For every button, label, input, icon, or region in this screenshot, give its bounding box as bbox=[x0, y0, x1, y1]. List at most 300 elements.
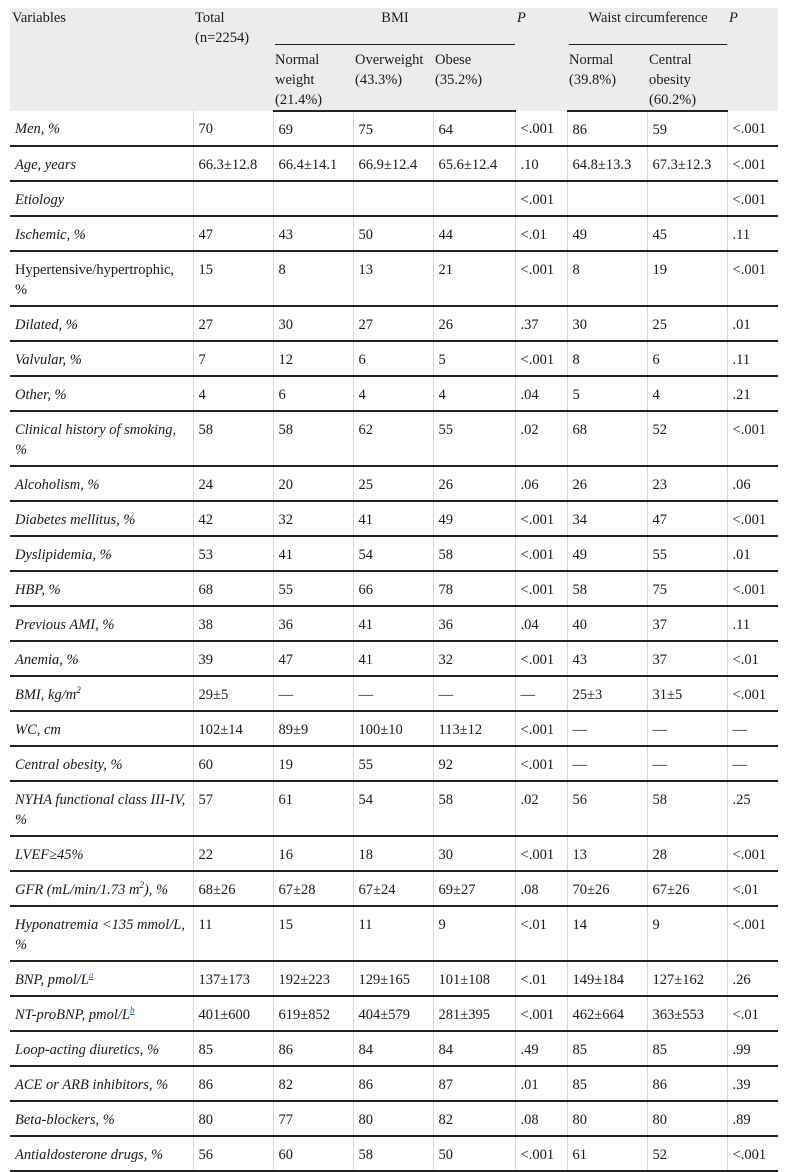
table-cell: 41 bbox=[353, 641, 433, 676]
table-row bbox=[10, 676, 778, 711]
row-label bbox=[10, 781, 193, 836]
table-row bbox=[10, 181, 778, 216]
header-overweight: Overweight (43.3%) bbox=[353, 45, 433, 111]
table-cell: 42 bbox=[193, 501, 273, 536]
table-cell: 30 bbox=[567, 306, 647, 341]
table-cell: .25 bbox=[727, 781, 778, 836]
table-row bbox=[10, 501, 778, 536]
table-cell: .11 bbox=[727, 216, 778, 251]
table-cell: 27 bbox=[353, 306, 433, 341]
table-cell: 43 bbox=[273, 216, 353, 251]
table-cell: 49 bbox=[567, 536, 647, 571]
table-cell: .08 bbox=[515, 1101, 567, 1136]
table-cell: 50 bbox=[433, 1136, 515, 1171]
header-obese: Obese (35.2%) bbox=[433, 45, 515, 111]
table-cell: 32 bbox=[433, 641, 515, 676]
table-cell: 39 bbox=[193, 641, 273, 676]
table-cell: 80 bbox=[353, 1101, 433, 1136]
table-cell: 11 bbox=[353, 906, 433, 961]
table-cell: 53 bbox=[193, 536, 273, 571]
table-cell: 69 bbox=[273, 111, 353, 146]
row-label-text: Age, years bbox=[15, 157, 77, 173]
table-row bbox=[10, 146, 778, 181]
table-cell: 66.9±12.4 bbox=[353, 146, 433, 181]
table-cell: 64.8±13.3 bbox=[567, 146, 647, 181]
table-cell: <.001 bbox=[515, 251, 567, 306]
table-cell: .06 bbox=[515, 466, 567, 501]
table-cell: 56 bbox=[193, 1136, 273, 1171]
table-cell: 4 bbox=[193, 376, 273, 411]
row-label bbox=[10, 871, 193, 906]
table-cell: 19 bbox=[273, 746, 353, 781]
row-label bbox=[10, 501, 193, 536]
row-label bbox=[10, 251, 193, 306]
table-cell: <.001 bbox=[515, 536, 567, 571]
table-cell: 58 bbox=[273, 411, 353, 466]
table-cell: 58 bbox=[193, 411, 273, 466]
table-row bbox=[10, 641, 778, 676]
table-cell: 30 bbox=[273, 306, 353, 341]
table-row bbox=[10, 1136, 778, 1171]
table-cell: 28 bbox=[647, 836, 727, 871]
table-cell: 26 bbox=[433, 466, 515, 501]
table-cell: 70±26 bbox=[567, 871, 647, 906]
table-cell: 44 bbox=[433, 216, 515, 251]
table-cell: .49 bbox=[515, 1031, 567, 1066]
table-cell: 77 bbox=[273, 1101, 353, 1136]
table-cell bbox=[353, 181, 433, 216]
table-cell: 69±27 bbox=[433, 871, 515, 906]
row-label bbox=[10, 906, 193, 961]
table-row bbox=[10, 1101, 778, 1136]
row-label-text: BMI, kg/m bbox=[15, 687, 77, 703]
table-cell: .01 bbox=[727, 306, 778, 341]
header-wc-normal: Normal (39.8%) bbox=[567, 45, 647, 111]
table-cell: 25 bbox=[647, 306, 727, 341]
table-cell: .06 bbox=[727, 466, 778, 501]
table-row bbox=[10, 996, 778, 1031]
row-label-text: HBP, % bbox=[15, 582, 61, 598]
superscript: 2 bbox=[76, 685, 81, 696]
table-cell: 31±5 bbox=[647, 676, 727, 711]
table-cell: <.01 bbox=[515, 906, 567, 961]
table-cell: 55 bbox=[273, 571, 353, 606]
table-cell: 26 bbox=[567, 466, 647, 501]
row-label-text: Clinical history of smoking, % bbox=[15, 422, 177, 458]
table-cell: 40 bbox=[567, 606, 647, 641]
table-cell: 61 bbox=[273, 781, 353, 836]
table-cell: <.001 bbox=[727, 676, 778, 711]
table-cell: <.001 bbox=[515, 571, 567, 606]
row-label bbox=[10, 1031, 193, 1066]
footnote-link[interactable]: b bbox=[129, 1005, 135, 1016]
table-cell: 47 bbox=[193, 216, 273, 251]
table-cell: <.001 bbox=[515, 641, 567, 676]
row-label-text: Antialdosterone drugs, % bbox=[15, 1147, 164, 1163]
table-cell: 18 bbox=[353, 836, 433, 871]
table-cell: 87 bbox=[433, 1066, 515, 1101]
table-cell: .11 bbox=[727, 606, 778, 641]
table-cell: 41 bbox=[353, 606, 433, 641]
footnote-link[interactable]: a bbox=[88, 970, 94, 981]
table-cell: <.01 bbox=[727, 871, 778, 906]
table-cell: 65.6±12.4 bbox=[433, 146, 515, 181]
table-cell: .04 bbox=[515, 376, 567, 411]
row-label-text: Etiology bbox=[15, 192, 65, 208]
row-label bbox=[10, 466, 193, 501]
row-label-text: Valvular, % bbox=[15, 352, 82, 368]
table-cell: 86 bbox=[567, 111, 647, 146]
header-p-wc: P bbox=[727, 8, 778, 111]
table-cell: 5 bbox=[433, 341, 515, 376]
table-cell: <.001 bbox=[727, 181, 778, 216]
table-row bbox=[10, 746, 778, 781]
table-cell: <.001 bbox=[727, 836, 778, 871]
table-cell: 8 bbox=[273, 251, 353, 306]
table-cell: 462±664 bbox=[567, 996, 647, 1031]
table-cell: 54 bbox=[353, 536, 433, 571]
table-cell: 4 bbox=[647, 376, 727, 411]
row-label-text: Beta-blockers, % bbox=[15, 1112, 115, 1128]
table-cell: 6 bbox=[647, 341, 727, 376]
table-cell: 404±579 bbox=[353, 996, 433, 1031]
table-cell: 13 bbox=[567, 836, 647, 871]
row-label bbox=[10, 836, 193, 871]
row-label bbox=[10, 676, 193, 711]
table-cell: 281±395 bbox=[433, 996, 515, 1031]
table-cell: 401±600 bbox=[193, 996, 273, 1031]
table-cell: 85 bbox=[567, 1031, 647, 1066]
table-cell: 38 bbox=[193, 606, 273, 641]
table-cell: — bbox=[273, 676, 353, 711]
table-cell: <.001 bbox=[515, 711, 567, 746]
table-cell bbox=[193, 181, 273, 216]
table-cell: <.001 bbox=[515, 111, 567, 146]
table-cell: 68 bbox=[567, 411, 647, 466]
table-cell: 85 bbox=[647, 1031, 727, 1066]
table-cell: 37 bbox=[647, 606, 727, 641]
row-label-text: GFR (mL/min/1.73 m bbox=[15, 882, 140, 898]
header-normal-weight: Normal weight (21.4%) bbox=[273, 45, 353, 111]
table-cell: <.01 bbox=[727, 996, 778, 1031]
row-label bbox=[10, 111, 193, 146]
table-header bbox=[10, 8, 778, 111]
table-cell: <.001 bbox=[727, 1136, 778, 1171]
table-cell: .01 bbox=[727, 536, 778, 571]
table-cell: 47 bbox=[273, 641, 353, 676]
table-cell: <.001 bbox=[515, 501, 567, 536]
table-cell: 66 bbox=[353, 571, 433, 606]
header-waist-circumference: Waist circumference bbox=[569, 8, 727, 45]
row-label bbox=[10, 571, 193, 606]
row-label bbox=[10, 536, 193, 571]
table-row bbox=[10, 711, 778, 746]
row-label bbox=[10, 606, 193, 641]
row-label-text: WC, cm bbox=[15, 722, 61, 738]
table-row bbox=[10, 906, 778, 961]
table-cell: 86 bbox=[273, 1031, 353, 1066]
table-cell: — bbox=[647, 711, 727, 746]
table-cell: 32 bbox=[273, 501, 353, 536]
table-row bbox=[10, 571, 778, 606]
row-label-text: Diabetes mellitus, % bbox=[15, 512, 136, 528]
table-cell: 8 bbox=[567, 251, 647, 306]
row-label bbox=[10, 1136, 193, 1171]
table-cell: .26 bbox=[727, 961, 778, 996]
row-label-text: NT-proBNP, pmol/L bbox=[15, 1007, 130, 1023]
row-label-text: Hypertensive/hypertrophic, % bbox=[15, 262, 175, 298]
table-cell: 20 bbox=[273, 466, 353, 501]
table-cell: 9 bbox=[647, 906, 727, 961]
table-cell: 102±14 bbox=[193, 711, 273, 746]
row-label-text: BNP, pmol/L bbox=[15, 972, 89, 988]
table-cell: 127±162 bbox=[647, 961, 727, 996]
table-cell: <.001 bbox=[515, 341, 567, 376]
table-cell: 36 bbox=[433, 606, 515, 641]
table-cell: .10 bbox=[515, 146, 567, 181]
row-label-text: Dilated, % bbox=[15, 317, 78, 333]
table-cell: .37 bbox=[515, 306, 567, 341]
row-label-text: Previous AMI, % bbox=[15, 617, 115, 633]
table-cell: 67±28 bbox=[273, 871, 353, 906]
row-label-text: Central obesity, % bbox=[15, 757, 123, 773]
table-cell: .04 bbox=[515, 606, 567, 641]
table-cell: 58 bbox=[567, 571, 647, 606]
table-cell: .02 bbox=[515, 411, 567, 466]
table-row bbox=[10, 466, 778, 501]
table-cell bbox=[433, 181, 515, 216]
table-cell: .01 bbox=[515, 1066, 567, 1101]
row-label bbox=[10, 411, 193, 466]
row-label-text: Ischemic, % bbox=[15, 227, 86, 243]
table-cell: 9 bbox=[433, 906, 515, 961]
row-label-text: NYHA functional class III-IV, % bbox=[15, 792, 186, 828]
table-cell: 4 bbox=[433, 376, 515, 411]
table-cell: 50 bbox=[353, 216, 433, 251]
table-cell: 22 bbox=[193, 836, 273, 871]
table-cell: 37 bbox=[647, 641, 727, 676]
table-cell: — bbox=[567, 746, 647, 781]
table-cell: — bbox=[567, 711, 647, 746]
table-cell: 67.3±12.3 bbox=[647, 146, 727, 181]
table-row bbox=[10, 376, 778, 411]
superscript: 2 bbox=[139, 880, 144, 891]
row-label bbox=[10, 711, 193, 746]
table-cell: 129±165 bbox=[353, 961, 433, 996]
table-cell: 36 bbox=[273, 606, 353, 641]
table-cell: 55 bbox=[353, 746, 433, 781]
table-row bbox=[10, 306, 778, 341]
table-cell bbox=[273, 181, 353, 216]
header-wc-cell bbox=[567, 8, 727, 45]
table-cell: 47 bbox=[647, 501, 727, 536]
table-body bbox=[10, 111, 778, 1171]
table-cell: — bbox=[515, 676, 567, 711]
table-cell: 59 bbox=[647, 111, 727, 146]
row-label-text: ACE or ARB inhibitors, % bbox=[15, 1077, 169, 1093]
row-label-text: Other, % bbox=[15, 387, 67, 403]
table-cell: 58 bbox=[647, 781, 727, 836]
row-label bbox=[10, 216, 193, 251]
table-cell: 21 bbox=[433, 251, 515, 306]
table-cell: 85 bbox=[193, 1031, 273, 1066]
header-total: Total (n=2254) bbox=[193, 8, 273, 111]
table-cell: 57 bbox=[193, 781, 273, 836]
table-cell: 86 bbox=[353, 1066, 433, 1101]
row-label bbox=[10, 341, 193, 376]
table-cell: 89±9 bbox=[273, 711, 353, 746]
table-cell: 66.3±12.8 bbox=[193, 146, 273, 181]
table-cell: 82 bbox=[273, 1066, 353, 1101]
table-cell: 56 bbox=[567, 781, 647, 836]
table-cell: 85 bbox=[567, 1066, 647, 1101]
table-cell: 66.4±14.1 bbox=[273, 146, 353, 181]
table-cell: .99 bbox=[727, 1031, 778, 1066]
table-cell: <.001 bbox=[727, 501, 778, 536]
table-cell: 11 bbox=[193, 906, 273, 961]
table-cell bbox=[567, 181, 647, 216]
table-cell: 25±3 bbox=[567, 676, 647, 711]
table-cell: 25 bbox=[353, 466, 433, 501]
table-cell: 58 bbox=[353, 1136, 433, 1171]
table-cell: 23 bbox=[647, 466, 727, 501]
table-cell: .02 bbox=[515, 781, 567, 836]
table-cell: <.001 bbox=[515, 746, 567, 781]
table-row bbox=[10, 111, 778, 146]
row-label bbox=[10, 1101, 193, 1136]
table-cell: 34 bbox=[567, 501, 647, 536]
table-cell: <.001 bbox=[727, 571, 778, 606]
row-label-text: LVEF≥45% bbox=[15, 847, 84, 863]
table-cell: 52 bbox=[647, 411, 727, 466]
table-row bbox=[10, 341, 778, 376]
row-label bbox=[10, 996, 193, 1031]
table-cell: 92 bbox=[433, 746, 515, 781]
table-cell: 15 bbox=[193, 251, 273, 306]
table-row bbox=[10, 606, 778, 641]
table-cell: 68 bbox=[193, 571, 273, 606]
table-row bbox=[10, 836, 778, 871]
table-row bbox=[10, 961, 778, 996]
table-cell: 19 bbox=[647, 251, 727, 306]
table-row bbox=[10, 1066, 778, 1101]
table-cell: 30 bbox=[433, 836, 515, 871]
table-cell: 26 bbox=[433, 306, 515, 341]
table-cell: 84 bbox=[353, 1031, 433, 1066]
table-cell: 67±26 bbox=[647, 871, 727, 906]
row-label bbox=[10, 961, 193, 996]
table-cell: 49 bbox=[433, 501, 515, 536]
table-cell: 64 bbox=[433, 111, 515, 146]
baseline-characteristics-table bbox=[10, 8, 778, 1172]
table-cell: 52 bbox=[647, 1136, 727, 1171]
table-cell: 27 bbox=[193, 306, 273, 341]
row-label-text: Loop-acting diuretics, % bbox=[15, 1042, 160, 1058]
table-cell: 86 bbox=[193, 1066, 273, 1101]
table-cell: 80 bbox=[567, 1101, 647, 1136]
table-cell: 14 bbox=[567, 906, 647, 961]
table-cell: <.001 bbox=[515, 1136, 567, 1171]
table-cell: 58 bbox=[433, 536, 515, 571]
table-cell bbox=[647, 181, 727, 216]
table-row bbox=[10, 871, 778, 906]
table-cell: 43 bbox=[567, 641, 647, 676]
table-cell: .89 bbox=[727, 1101, 778, 1136]
header-variables: Variables bbox=[10, 8, 193, 111]
table-cell: .08 bbox=[515, 871, 567, 906]
table-row bbox=[10, 1031, 778, 1066]
table-cell: 75 bbox=[353, 111, 433, 146]
table-cell: <.01 bbox=[515, 961, 567, 996]
table-cell: 54 bbox=[353, 781, 433, 836]
row-label-suffix: ), % bbox=[143, 882, 169, 898]
table-cell: 75 bbox=[647, 571, 727, 606]
table-cell: <.01 bbox=[515, 216, 567, 251]
table-cell: 363±553 bbox=[647, 996, 727, 1031]
table-cell: .21 bbox=[727, 376, 778, 411]
table-cell: 55 bbox=[433, 411, 515, 466]
table-cell: 62 bbox=[353, 411, 433, 466]
row-label-text: Men, % bbox=[15, 121, 61, 137]
table-cell: 619±852 bbox=[273, 996, 353, 1031]
table-cell: 4 bbox=[353, 376, 433, 411]
table-cell: — bbox=[647, 746, 727, 781]
table-cell: 13 bbox=[353, 251, 433, 306]
row-label bbox=[10, 376, 193, 411]
table-row bbox=[10, 251, 778, 306]
table-cell: 15 bbox=[273, 906, 353, 961]
table-cell: 8 bbox=[567, 341, 647, 376]
table-cell: 45 bbox=[647, 216, 727, 251]
table-cell: <.01 bbox=[727, 641, 778, 676]
table-cell: <.001 bbox=[515, 181, 567, 216]
table-cell: .39 bbox=[727, 1066, 778, 1101]
table-row bbox=[10, 781, 778, 836]
row-label-text: Hyponatremia <135 mmol/L, % bbox=[15, 917, 185, 953]
header-p-bmi: P bbox=[515, 8, 567, 111]
table-cell: — bbox=[727, 746, 778, 781]
table-cell: 137±173 bbox=[193, 961, 273, 996]
table-container bbox=[10, 0, 778, 1172]
table-cell: 82 bbox=[433, 1101, 515, 1136]
table-cell: 60 bbox=[273, 1136, 353, 1171]
table-cell: — bbox=[433, 676, 515, 711]
row-label bbox=[10, 146, 193, 181]
table-cell: 192±223 bbox=[273, 961, 353, 996]
table-cell: <.001 bbox=[727, 411, 778, 466]
table-cell: 80 bbox=[647, 1101, 727, 1136]
header-bmi-cell bbox=[273, 8, 515, 45]
row-label bbox=[10, 641, 193, 676]
table-row bbox=[10, 411, 778, 466]
row-label-text: Anemia, % bbox=[15, 652, 79, 668]
table-cell: 41 bbox=[353, 501, 433, 536]
table-cell: 60 bbox=[193, 746, 273, 781]
table-cell: 149±184 bbox=[567, 961, 647, 996]
header-bmi: BMI bbox=[275, 8, 515, 45]
table-cell: <.001 bbox=[727, 111, 778, 146]
table-cell: 70 bbox=[193, 111, 273, 146]
table-cell: 5 bbox=[567, 376, 647, 411]
table-cell: 61 bbox=[567, 1136, 647, 1171]
table-cell: — bbox=[353, 676, 433, 711]
header-central-obesity: Central obesity (60.2%) bbox=[647, 45, 727, 111]
table-cell: <.001 bbox=[515, 836, 567, 871]
table-cell: 84 bbox=[433, 1031, 515, 1066]
table-row bbox=[10, 536, 778, 571]
table-cell: 29±5 bbox=[193, 676, 273, 711]
table-cell: — bbox=[727, 711, 778, 746]
